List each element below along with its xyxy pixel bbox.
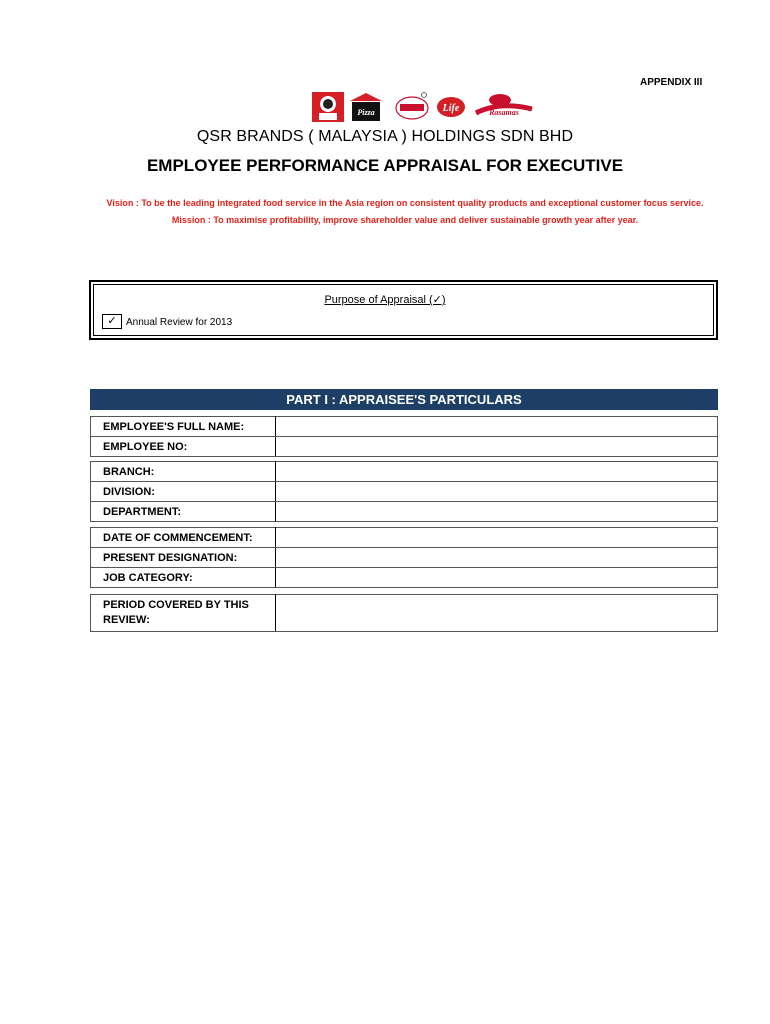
employee-no-label: EMPLOYEE NO: xyxy=(91,437,276,457)
company-name: QSR BRANDS ( MALAYSIA ) HOLDINGS SDN BHD xyxy=(196,128,574,145)
date-of-commencement-field[interactable] xyxy=(276,528,718,548)
job-category-field[interactable] xyxy=(276,568,718,588)
branch-label: BRANCH: xyxy=(91,462,276,482)
annual-review-checkbox[interactable]: ✓ xyxy=(102,314,122,329)
rasamas-logo xyxy=(476,94,532,117)
organisation-table xyxy=(90,461,718,522)
form-title: EMPLOYEE PERFORMANCE APPRAISAL FOR EXECUTIVE xyxy=(146,156,624,175)
review-period-table xyxy=(90,594,718,632)
employee-no-field[interactable] xyxy=(276,437,718,457)
table-row xyxy=(91,482,718,502)
pizza-hut-logo xyxy=(350,93,382,121)
purpose-title: Purpose of Appraisal (✓) xyxy=(324,294,446,306)
employee-identity-table xyxy=(90,416,718,457)
svg-text:Life: Life xyxy=(442,103,460,114)
present-designation-label: PRESENT DESIGNATION: xyxy=(91,548,276,568)
appendix-label: APPENDIX III xyxy=(640,77,703,88)
table-row xyxy=(91,437,718,457)
table-row xyxy=(91,502,718,522)
mission-statement: Mission : To maximise profitability, improve shareholder value and deliver sustainable growth year after year. xyxy=(171,215,639,225)
department-field[interactable] xyxy=(276,502,718,522)
employment-table xyxy=(90,527,718,588)
life-logo xyxy=(437,97,465,117)
job-category-label: JOB CATEGORY: xyxy=(91,568,276,588)
department-label: DEPARTMENT: xyxy=(91,502,276,522)
employee-full-name-label: EMPLOYEE'S FULL NAME: xyxy=(91,417,276,437)
svg-text:Rasamas: Rasamas xyxy=(489,108,519,117)
vision-statement: Vision : To be the leading integrated food service in the Asia region on consistent quality products and exceptional customer focus service. xyxy=(106,198,704,208)
division-field[interactable] xyxy=(276,482,718,502)
branch-field[interactable] xyxy=(276,462,718,482)
part1-header: PART I : APPRAISEE'S PARTICULARS xyxy=(90,389,718,410)
annual-review-label: Annual Review for 2013 xyxy=(126,317,233,328)
division-label: DIVISION: xyxy=(91,482,276,502)
table-row xyxy=(91,417,718,437)
brand-logos xyxy=(310,91,535,123)
date-of-commencement-label: DATE OF COMMENCEMENT: xyxy=(91,528,276,548)
employee-full-name-field[interactable] xyxy=(276,417,718,437)
period-covered-field[interactable] xyxy=(276,595,718,632)
kfc-logo xyxy=(312,92,344,122)
table-row xyxy=(91,528,718,548)
purpose-box-inner xyxy=(93,284,714,336)
present-designation-field[interactable] xyxy=(276,548,718,568)
table-row xyxy=(91,462,718,482)
period-covered-label: PERIOD COVERED BY THIS REVIEW: xyxy=(91,595,276,632)
table-row xyxy=(91,548,718,568)
table-row xyxy=(91,595,718,632)
svg-text:Pizza: Pizza xyxy=(357,108,375,117)
table-row xyxy=(91,568,718,588)
ramly-logo xyxy=(396,93,428,120)
